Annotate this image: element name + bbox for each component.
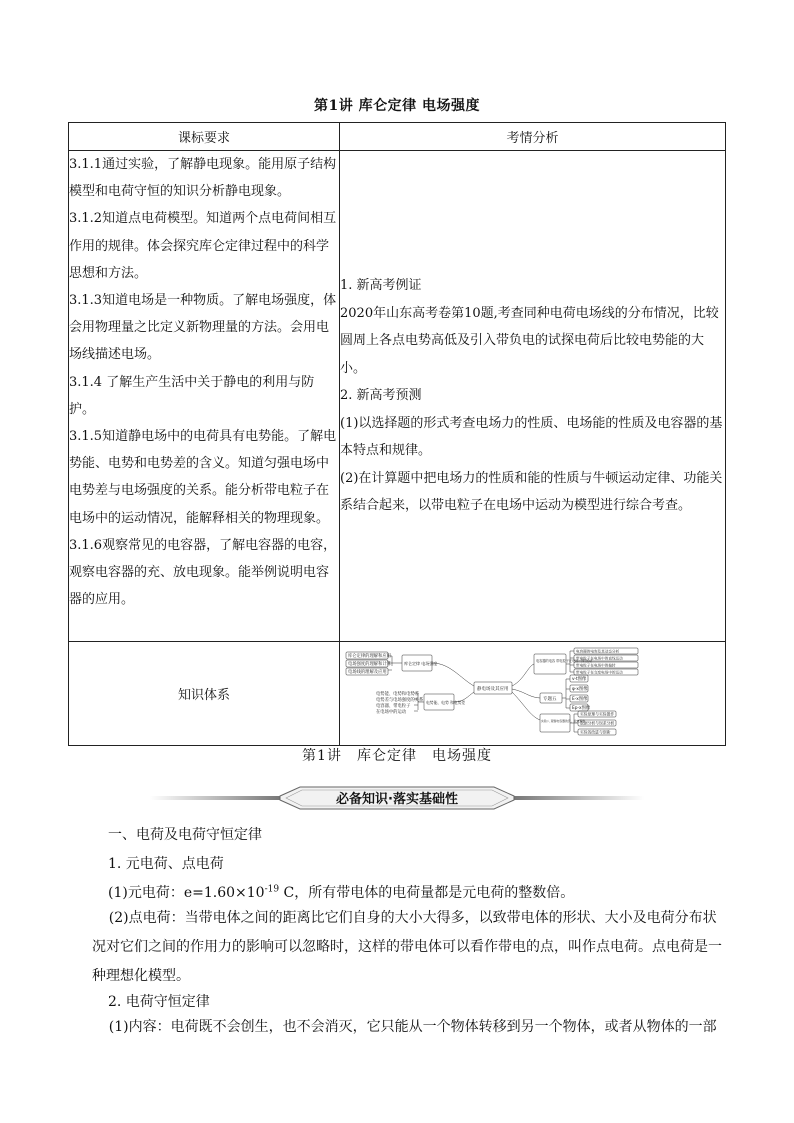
requirements-cell xyxy=(69,151,340,642)
requirement-item: 3.1.6观察常见的电容器，了解电容器的电容，观察电容器的充、放电现象。能举例说明电容器的应用。 xyxy=(69,537,337,608)
analysis-heading-1: 1. 新高考例证 xyxy=(340,278,422,294)
requirement-item: 3.1.3知道电场是一种物质。了解电场强度，体会用物理量之比定义新物理量的方法。会用电场线描述电场。 xyxy=(69,293,337,363)
mindmap-node-capacitor: 电容器的电容 带电粒子在电场 中的运动 xyxy=(536,659,593,663)
mindmap-leaf: 在电场中的运动 xyxy=(376,710,407,715)
mindmap-leaf: 电容器、带电粒子 xyxy=(376,704,411,709)
mindmap-node-coulomb: 库仑定律 电场强度 xyxy=(404,661,438,666)
mindmap-leaf: E-x图像 xyxy=(572,697,588,702)
mindmap-leaf: 数据分析与误差分析 xyxy=(580,720,615,726)
mindmap-diagram xyxy=(340,642,725,745)
subsection-heading-2: 2. 电荷守恒定律 xyxy=(108,994,210,1010)
section-subtitle: 第1讲 库仑定律 电场强度 xyxy=(302,748,492,764)
analysis-paragraph: 2020年山东高考卷第10题,考查同种电荷电场线的分布情况，比较圆周上各点电势高低及引入带负电的试探电荷后比较电势能的大小。 xyxy=(340,305,719,376)
mindmap-leaf: v-t图像 xyxy=(572,677,587,682)
mindmap-leaf: 实验原理与实验操作 xyxy=(580,711,615,717)
mindmap-leaf: 电势差与电场强度的关系 xyxy=(376,698,424,703)
mindmap-leaf: Ep-x图像 xyxy=(572,706,591,711)
requirement-item: 3.1.4 了解生产生活中关于静电的利用与防护。 xyxy=(69,374,315,417)
conservation-paragraph: (1)内容：电荷既不会创生，也不会消灭，它只能从一个物体转移到另一个物体，或者从物体的一部 xyxy=(108,1019,717,1035)
header-requirements: 课标要求 xyxy=(69,123,340,151)
mindmap-leaf: 电容器的电容及其动态分析 xyxy=(576,649,620,654)
section-heading-1: 一、电荷及电荷守恒定律 xyxy=(108,827,262,843)
section-banner xyxy=(150,785,644,811)
knowledge-row xyxy=(69,642,726,746)
analysis-cell xyxy=(340,151,726,642)
analysis-paragraph: (2)在计算题中把电场力的性质和能的性质与牛顿运动定律、功能关系结合起来，以带电粒子在电场中运动为模型进行综合考查。 xyxy=(340,470,723,514)
mindmap-leaf: 实验的改进与创新 xyxy=(580,729,611,735)
mindmap-node-experiment: 实验八 观察电容器的充、放电现象 xyxy=(541,719,586,723)
paragraph-text: (1)元电荷：e=1.60×10 xyxy=(108,885,265,901)
mindmap-leaf: 带电粒子在电场中的偏转 xyxy=(576,663,616,668)
mindmap-leaf: 库仑定律的理解和应用 xyxy=(348,654,391,659)
analysis-paragraph: (1)以选择题的形式考查电场力的性质、电场能的性质及电容器的基本特点和规律。 xyxy=(340,415,723,459)
table-content-row xyxy=(69,151,726,642)
analysis-heading-2: 2. 新高考预测 xyxy=(340,388,422,404)
elementary-charge-paragraph xyxy=(108,882,728,902)
curriculum-table xyxy=(68,122,726,746)
table-header-row xyxy=(69,123,726,151)
requirement-item: 3.1.1通过实验，了解静电现象。能用原子结构模型和电荷守恒的知识分析静电现象。 xyxy=(69,157,337,200)
mindmap-leaf: φ-x图像 xyxy=(572,687,588,692)
knowledge-label: 知识体系 xyxy=(69,642,340,746)
banner-label: 必备知识·落实基础性 xyxy=(336,792,458,807)
subsection-heading-1: 1. 元电荷、点电荷 xyxy=(108,856,224,872)
mindmap-node-special: 专题五 xyxy=(543,697,557,702)
mindmap-leaf: 电场强度的理解和计算 xyxy=(348,662,391,667)
mindmap-cell xyxy=(340,642,726,746)
requirement-item: 3.1.2知道点电荷模型。知道两个点电荷间相互作用的规律。体会探究库仑定律过程中的科学思想和方法。 xyxy=(69,211,337,281)
requirement-item: 3.1.5知道静电场中的电荷具有电势能。了解电势能、电势和电势差的含义。知道匀强电场中电势差与电场强度的关系。能分析带电粒子在电场中的运动情况，能解释相关的物理现象。 xyxy=(69,429,337,526)
page-title: 第1讲 库仑定律 电场强度 xyxy=(314,98,480,114)
exponent: -19 xyxy=(264,884,280,895)
mindmap-leaf: 带电粒子在电场中的直线运动 xyxy=(576,656,623,661)
mindmap-leaf: 电势能、电势和电势差 xyxy=(376,692,419,697)
mindmap-center: 静电场及其应用 xyxy=(477,687,509,692)
mindmap-leaf: 带电粒子在交变电场中的运动 xyxy=(576,670,623,675)
mindmap-node-potential: 电势能、电势 和电势差 xyxy=(426,700,466,705)
mindmap-leaf: 电场线的理解及应用 xyxy=(348,670,387,675)
paragraph-text: C，所有带电体的电荷量都是元电荷的整数倍。 xyxy=(279,885,575,901)
point-charge-paragraph: (2)点电荷：当带电体之间的距离比它们自身的大小大得多，以致带电体的形状、大小及电荷分布状况对它们之间的作用力的影响可以忽略时，这样的带电体可以看作带电的点，叫作点电荷。点电荷是一种理想化模型。 xyxy=(92,910,722,984)
header-analysis: 考情分析 xyxy=(340,123,726,151)
